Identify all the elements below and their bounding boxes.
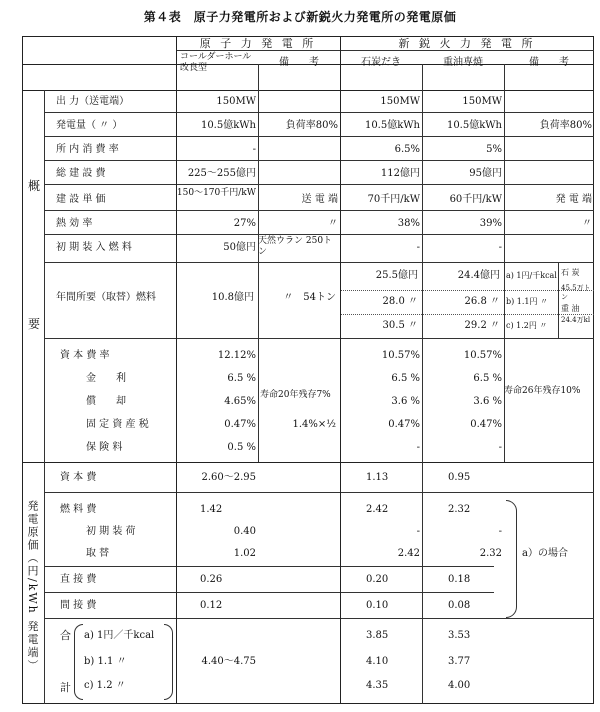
- row-nuc-remark: 送 電 端: [301, 194, 338, 205]
- row-oil: -: [498, 242, 502, 253]
- fuel-oil: 29.2 〃: [464, 320, 500, 331]
- row-label: 出 力（送電端）: [56, 96, 130, 107]
- row-remark: 〃: [582, 218, 592, 229]
- row-divider: [340, 314, 594, 315]
- cost-nuc: 0.26: [200, 574, 223, 585]
- row-remark: 負荷率80%: [539, 120, 592, 131]
- row-coal: 6.5%: [394, 144, 420, 155]
- fuel-oil: 24.4億円: [457, 270, 500, 281]
- row-label: 発電量（ 〃 ）: [56, 120, 123, 131]
- row-nuc: 10.5億kWh: [200, 120, 256, 131]
- cost-label: 初 期 装 荷: [86, 526, 136, 537]
- fuel-remark: c) 1.2円 〃: [506, 321, 548, 330]
- cost-label: 間 接 費: [60, 600, 97, 611]
- row-oil: 60千円/kW: [449, 194, 502, 205]
- fuel-coal: 25.5億円: [375, 270, 418, 281]
- fuel-label: 年間所要（取替）燃料: [56, 292, 156, 303]
- row-label: 総 建 設 費: [56, 168, 106, 179]
- total-coal: 3.85: [366, 630, 389, 641]
- row-coal: 38%: [397, 218, 420, 229]
- fuel-oil: 26.8 〃: [464, 296, 500, 307]
- total-coal: 4.10: [366, 656, 389, 667]
- row-divider: [44, 492, 594, 493]
- row-divider: [44, 618, 594, 619]
- section-overview-2: 要: [28, 317, 41, 331]
- cap-oil: 6.5 %: [473, 373, 502, 384]
- header-thermal-remarks: 備 考: [529, 57, 569, 68]
- cost-label: 取 替: [86, 548, 110, 559]
- row-nuc-remark: 〃: [328, 218, 338, 229]
- cost-nuc: 0.40: [233, 526, 256, 537]
- row-divider: [44, 338, 594, 339]
- row-coal: 112億円: [380, 168, 420, 179]
- total-coal: 4.35: [366, 680, 389, 691]
- fuel-remark-side: 45.5万トン: [561, 284, 591, 301]
- fuel-nuc: 10.8億円: [211, 292, 254, 303]
- cost-oil: 0.95: [448, 472, 471, 483]
- cap-oil: 10.57%: [463, 350, 502, 361]
- cap-label: 金 利: [86, 373, 126, 384]
- fuel-nuc-remark: 〃 54トン: [283, 292, 336, 303]
- cap-oil: -: [498, 442, 502, 453]
- total-oil: 3.77: [448, 656, 471, 667]
- fuel-remark-side: 石 炭: [561, 268, 580, 277]
- cap-label: 資 本 費 率: [60, 350, 110, 361]
- fuel-coal: 30.5 〃: [382, 320, 418, 331]
- cap-nuc-remark: 1.4%×½: [292, 419, 336, 430]
- row-oil: 150MW: [462, 96, 502, 107]
- cap-oil: 0.47%: [470, 419, 502, 430]
- fuel-remark-side: 重 油: [561, 304, 580, 313]
- total-case: a) 1円／千kcal: [84, 630, 155, 641]
- row-coal: 70千円/kW: [367, 194, 420, 205]
- row-divider: [44, 136, 594, 137]
- row-divider: [44, 184, 594, 185]
- section-cost: 発電原価（円/kWh 発電端）: [26, 500, 39, 673]
- cost-nuc: 0.12: [200, 600, 223, 611]
- cost-oil: 2.32: [448, 504, 471, 515]
- total-nuc: 4.40～4.75: [201, 656, 256, 667]
- header-nuclear: 原 子 力 発 電 所: [199, 37, 317, 50]
- total-case: c) 1.2 〃: [84, 680, 126, 691]
- cap-label: 固 定 資 産 税: [86, 419, 149, 430]
- row-coal: 10.5億kWh: [364, 120, 420, 131]
- cap-coal: 0.47%: [388, 419, 420, 430]
- cap-coal: -: [416, 442, 420, 453]
- cap-nuc: 0.47%: [224, 419, 256, 430]
- cap-oil: 3.6 %: [473, 396, 502, 407]
- row-label: 建 設 単 価: [56, 194, 106, 205]
- cap-nuc: 6.5 %: [227, 373, 256, 384]
- cost-oil: -: [498, 526, 502, 537]
- brace: [164, 624, 173, 700]
- header-nuclear-type: コールダーホール改良型: [180, 52, 252, 73]
- row-oil: 10.5億kWh: [446, 120, 502, 131]
- fuel-remark: b) 1.1円 〃: [506, 297, 549, 306]
- row-divider: [44, 234, 594, 235]
- cap-coal: 6.5 %: [391, 373, 420, 384]
- row-nuc: 150MW: [216, 96, 256, 107]
- row-divider: [44, 210, 594, 211]
- section-overview: 概: [28, 179, 41, 193]
- cap-coal: 10.57%: [381, 350, 420, 361]
- page-title: 第４表 原子力発電所および新鋭火力発電所の発電原価: [143, 10, 457, 24]
- cost-nuc: 1.02: [233, 548, 256, 559]
- total-label: 合: [60, 629, 71, 642]
- row-divider: [44, 160, 594, 161]
- fuel-remark-side: 24.4万kl: [561, 316, 591, 324]
- cost-coal: 1.13: [366, 472, 389, 483]
- row-oil: 5%: [486, 144, 502, 155]
- total-label: 計: [60, 681, 71, 694]
- row-oil: 39%: [479, 218, 502, 229]
- row-nuc: 50億円: [223, 242, 256, 253]
- col-divider: [176, 36, 177, 704]
- row-divider: [44, 262, 594, 263]
- cap-label: 償 却: [86, 396, 126, 407]
- row-divider: [22, 462, 594, 463]
- cost-coal: 0.10: [366, 600, 389, 611]
- row-label: 熱 効 率: [56, 218, 93, 229]
- row-nuc-remark: 天然ウラン 250トン: [258, 236, 333, 257]
- cost-oil: 0.08: [448, 600, 471, 611]
- cap-remark: 寿命26年残存10%: [504, 386, 581, 396]
- row-label: 初 期 装 入 燃 料: [56, 242, 132, 253]
- row-label: 所 内 消 費 率: [56, 144, 119, 155]
- cap-label: 保 険 料: [86, 442, 123, 453]
- row-divider: [176, 50, 594, 51]
- cost-label: 直 接 費: [60, 574, 97, 585]
- cap-nuc: 0.5 %: [227, 442, 256, 453]
- row-remark: 発 電 端: [555, 194, 592, 205]
- cost-label: 資 本 費: [60, 472, 97, 483]
- row-nuc: 150～170千円/kW: [176, 188, 256, 198]
- header-thermal: 新 鋭 火 力 発 電 所: [398, 37, 536, 50]
- header-nuclear-remarks: 備 考: [279, 57, 319, 68]
- cap-nuc: 4.65%: [224, 396, 256, 407]
- total-case: b) 1.1 〃: [84, 656, 127, 667]
- col-divider: [558, 262, 559, 338]
- total-oil: 3.53: [448, 630, 471, 641]
- row-oil: 95億円: [469, 168, 502, 179]
- row-nuc: 225～255億円: [187, 168, 256, 179]
- header-coal: 石炭だき: [361, 57, 401, 68]
- row-divider: [44, 112, 594, 113]
- row-divider: [44, 566, 494, 567]
- cost-oil: 0.18: [448, 574, 471, 585]
- cost-coal: 2.42: [397, 548, 420, 559]
- row-nuc: 27%: [233, 218, 256, 229]
- cap-nuc: 12.12%: [217, 350, 256, 361]
- cost-coal: 2.42: [366, 504, 389, 515]
- fuel-coal: 28.0 〃: [382, 296, 418, 307]
- cap-nuc-remark: 寿命20年残存7%: [260, 390, 331, 400]
- row-coal: -: [416, 242, 420, 253]
- col-divider: [44, 90, 45, 704]
- cost-oil: 2.32: [479, 548, 502, 559]
- case-note: a）の場合: [522, 548, 568, 559]
- fuel-remark: a) 1円/千kcal: [506, 271, 557, 280]
- cost-coal: -: [416, 526, 420, 537]
- header-oil: 重油専焼: [443, 57, 483, 68]
- cap-coal: 3.6 %: [391, 396, 420, 407]
- cost-nuc: 2.60～2.95: [201, 472, 256, 483]
- total-oil: 4.00: [448, 680, 471, 691]
- brace: [506, 500, 517, 618]
- row-divider: [44, 592, 494, 593]
- row-nuc-remark: 負荷率80%: [285, 120, 338, 131]
- row-divider: [340, 290, 594, 291]
- row-nuc: -: [252, 144, 256, 155]
- row-coal: 150MW: [380, 96, 420, 107]
- cost-coal: 0.20: [366, 574, 389, 585]
- cost-label: 燃 料 費: [60, 504, 97, 515]
- brace: [74, 624, 83, 700]
- cost-nuc: 1.42: [200, 504, 223, 515]
- row-divider: [22, 90, 594, 91]
- col-divider: [340, 36, 341, 704]
